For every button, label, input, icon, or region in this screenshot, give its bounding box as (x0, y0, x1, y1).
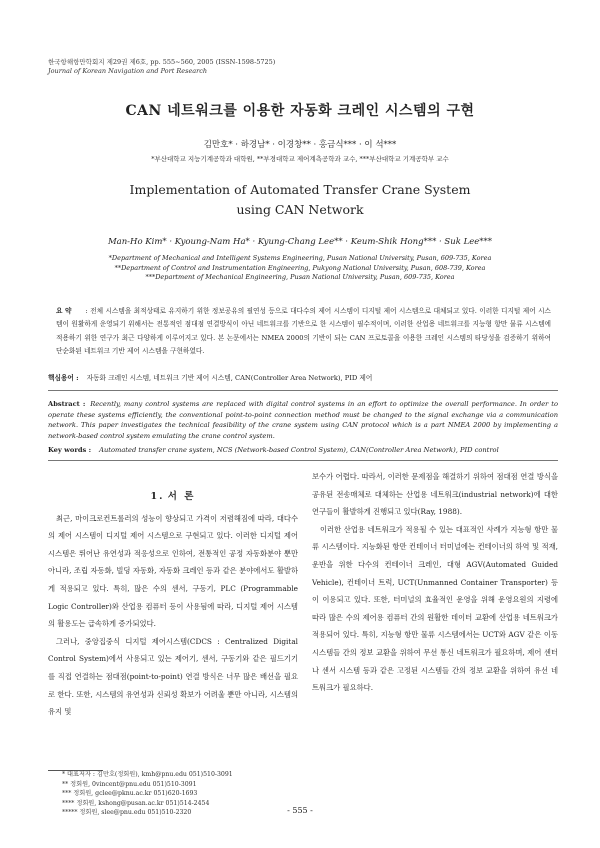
paragraph: 이러한 산업용 네트워크가 적용될 수 있는 대표적인 사례가 지능형 항만 물류 시스템이다. 지능화된 항만 컨테이너 터미널에는 컨테이너의 하역 및 적재, 운반을 위한 다수의 컨테이너 크레인, 대형 AGV(Automated Guided Vehicle), 컨테이너 트럭, UCT(Unmanned Container Transporter) 등이 이용되고 있다. 또한, 터미널의 효율적인 운영을 위해 운영요원의 지령에 따라 많은 수의 제어용 컴퓨터 간의 원활한 데이터 교환에 산업용 네트워크가 적용되어 있다. 특히, 지능형 항만 물류 시스템에서는 UCT와 AGV 같은 이동 시스템들 간의 정보 교환을 위하여 무선 통신 네트워크가 필요하며, 제어 센터나 센서 시스템 등과 같은 고정된 시스템들 간의 정보 교환을 위하여 유선 네트워크가 필요하다. (312, 524, 558, 693)
paper-title-ko: CAN 네트워크를 이용한 자동화 크레인 시스템의 구현 (125, 103, 475, 119)
keywords-en-text: Automated transfer crane system, NCS (Network-based Control System), CAN(Controller Area Network), PID control (99, 446, 499, 454)
keywords-en (48, 446, 558, 454)
authors-ko: 김만호* · 하경남* · 이경창** · 홍금식*** · 이 석*** (203, 140, 397, 150)
footnote: ** 정회원, 0vincent@pnu.edu 051)510-3091 (62, 780, 197, 788)
section-number: 1. (150, 491, 165, 502)
abstract-ko (56, 305, 551, 358)
journal-citation-ko: 한국항해항만학회지 제29권 제6호, pp. 555~560, 2005 (ISSN-1598-5725) (48, 58, 276, 66)
paper-title-en (0, 180, 600, 220)
paper-title-en-line-1: Implementation of Automated Transfer Crane System (129, 182, 471, 197)
abstract-en-text: Recently, many control systems are replaced with digital control systems in an effort to optimize the overall performance. In order to operate these systems efficiently, the conventional point-to-point connection method must be changed to the signal exchange via a communication network. This paper investigates the technical feasibility of the crane system using CAN protocol which is a part NMEA 2000 by implementing a network-based control system emulating the crane control system. (48, 400, 558, 440)
abstract-en-label: Abstract : (48, 400, 86, 408)
journal-name-en: Journal of Korean Navigation and Port Research (48, 67, 208, 75)
section-title: 서 론 (167, 491, 196, 502)
abstract-en (48, 399, 558, 441)
page-number: - 555 - (287, 806, 313, 815)
divider-bottom (48, 460, 558, 461)
paragraph: 최근, 마이크로컨트롤러의 성능이 향상되고 가격이 저렴해짐에 따라, 대다수의 제어 시스템이 디지털 제어 시스템으로 구현되고 있다. 이러한 디지털 제어 시스템은 뛰어난 유연성과 적응성으로 인하여, 전통적인 공정 자동화분야 뿐만 아니라, 조립 자동화, 빌딩 자동화, 자동화 크레인 등과 같은 분야에서도 활발하게 적용되고 있다. 특히, 많은 수의 센서, 구동기, PLC (Programmable Logic Controller)와 산업용 컴퓨터 등이 사용됨에 따라, 디지털 제어 시스템의 활용도는 급속하게 증가되었다. (48, 513, 298, 629)
paragraph: 그러나, 중앙집중식 디지털 제어시스템(CDCS : Centralized Digital Control System)에서 사용되고 있는 제어기, 센서, 구동기와 같은 필드기기를 직접 연결하는 점대점(point-to-point) 연결 방식은 너무 많은 배선을 필요로 한다. 또한, 시스템의 유연성과 신뢰성 확보가 어려울 뿐만 아니라, 시스템의 유지 및 (48, 636, 298, 717)
affiliations-ko: *부산대학교 지능기계공학과 대학원, **부경대학교 제어계측공학과 교수, ***부산대학교 기계공학부 교수 (151, 155, 449, 163)
divider-top (48, 390, 558, 391)
keywords-ko-text: 자동화 크레인 시스템, 네트워크 기반 제어 시스템, CAN(Controller Area Network), PID 제어 (86, 374, 373, 382)
keywords-ko-label: 핵심용어 : (48, 374, 79, 382)
section-heading (48, 488, 298, 506)
body-column-right (312, 468, 558, 697)
authors-en: Man-Ho Kim* · Kyoung-Nam Ha* · Kyung-Chang Lee** · Keum-Shik Hong*** · Suk Lee*** (107, 237, 493, 247)
keywords-ko (48, 372, 558, 382)
footnote: ***** 정회원, slee@pnu.edu 051)510-2320 (62, 809, 192, 817)
abstract-ko-text: : 전체 시스템을 최적상태로 유지하기 위한 정보공유의 필연성 등으로 대다수의 제어 시스템이 디지털 제어 시스템으로 대체되고 있다. 이러한 디지털 제어 시스템이 원활하게 운영되기 위해서는 전통적인 점대점 연결방식이 아닌 네트워크를 기반으로 한 시스템이 필수적이며, 이러한 산업용 네트워크를 지능형 항만 물류 시스템에 적용하기 위한 연구가 최근 다양하게 이루어지고 있다. 본 논문에서는 NMEA 2000의 기반이 되는 CAN 프로토콜을 이용한 크레인 시스템의 타당성을 검증하기 위하여 단순화된 네트워크 기반 제어 시스템을 구현하였다. (56, 307, 552, 355)
affiliations-en (0, 254, 600, 283)
abstract-ko-label: 요 약 (56, 307, 72, 315)
body-column-left (48, 488, 298, 721)
footnote: * 대표저자 : 김만호(정회원), kmh@pnu.edu 051)510-3091 (62, 771, 233, 778)
affiliation-en-1: *Department of Mechanical and Intelligent Systems Engineering, Pusan National University, Pusan, 609-735, Korea (108, 254, 492, 262)
keywords-en-label: Key words : (48, 446, 92, 454)
affiliation-en-3: ***Department of Mechanical Engineering, Pusan National University, Pusan, 609-735, Korea (145, 273, 455, 281)
footnote: **** 정회원, kshong@pusan.ac.kr 051)514-2454 (62, 799, 210, 807)
footnote: *** 정회원, gclee@pknu.ac.kr 051)620-1693 (62, 790, 198, 798)
paper-title-en-line-2: using CAN Network (236, 202, 364, 217)
affiliation-en-2: **Department of Control and Instrumentation Engineering, Pukyong National University, Pusan, 608-739, Korea (114, 263, 486, 272)
paragraph: 보수가 어렵다. 따라서, 이러한 문제점을 해결하기 위하여 점대점 연결 방식을 공유된 전송매체로 대체하는 산업용 네트워크(industrial network)에 대한 연구들이 활발하게 진행되고 있다(Ray, 1988). (312, 472, 558, 517)
journal-header (48, 58, 275, 76)
